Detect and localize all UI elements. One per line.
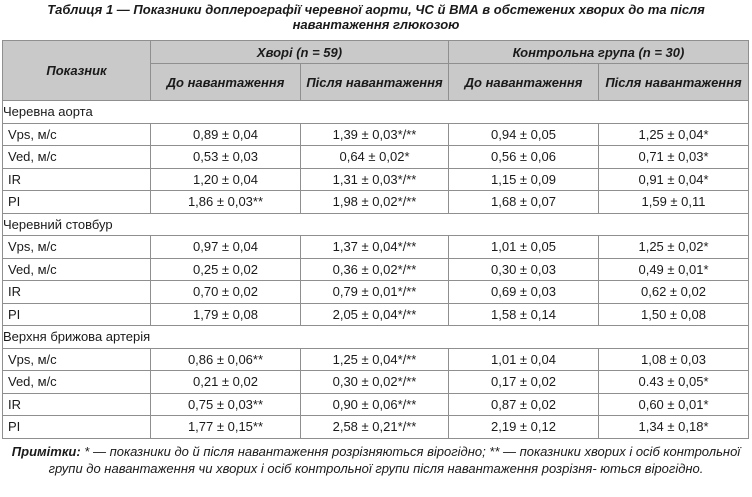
header-control-before: До навантаження — [449, 64, 599, 101]
row-label: Ved, м/с — [3, 258, 151, 281]
cell-control-before: 0,94 ± 0,05 — [449, 123, 599, 146]
cell-control-before: 1,58 ± 0,14 — [449, 303, 599, 326]
cell-patients-after: 0,30 ± 0,02*/** — [301, 371, 449, 394]
row-label: Vps, м/с — [3, 348, 151, 371]
cell-patients-after: 0,90 ± 0,06*/** — [301, 393, 449, 416]
cell-patients-before: 1,20 ± 0,04 — [151, 168, 301, 191]
cell-control-before: 0,56 ± 0,06 — [449, 146, 599, 169]
table-row — [3, 146, 749, 169]
cell-control-after: 0,62 ± 0,02 — [599, 281, 749, 304]
doppler-table — [2, 40, 749, 439]
caption-line-1: Таблиця 1 — Показники доплерографії черевної аорти, ЧС й ВМА в обстежених хворих до та після — [47, 2, 705, 17]
cell-patients-after: 1,39 ± 0,03*/** — [301, 123, 449, 146]
cell-control-before: 2,19 ± 0,12 — [449, 416, 599, 439]
table-row — [3, 168, 749, 191]
table-row — [3, 258, 749, 281]
cell-control-after: 0,60 ± 0,01* — [599, 393, 749, 416]
table-row — [3, 416, 749, 439]
cell-patients-before: 0,75 ± 0,03** — [151, 393, 301, 416]
notes-label: Примітки: — [11, 444, 81, 459]
row-label: IR — [3, 168, 151, 191]
table-row — [3, 123, 749, 146]
cell-patients-before: 0,21 ± 0,02 — [151, 371, 301, 394]
row-label: IR — [3, 393, 151, 416]
section-row — [3, 101, 749, 124]
section-row — [3, 326, 749, 349]
cell-patients-after: 1,37 ± 0,04*/** — [301, 236, 449, 259]
row-label: Ved, м/с — [3, 371, 151, 394]
cell-patients-after: 0,64 ± 0,02* — [301, 146, 449, 169]
table-caption — [0, 2, 752, 32]
table-row — [3, 303, 749, 326]
header-indicator: Показник — [3, 41, 151, 101]
cell-patients-before: 1,86 ± 0,03** — [151, 191, 301, 214]
cell-control-after: 1,50 ± 0,08 — [599, 303, 749, 326]
row-label: IR — [3, 281, 151, 304]
cell-patients-before: 0,53 ± 0,03 — [151, 146, 301, 169]
cell-control-after: 0,71 ± 0,03* — [599, 146, 749, 169]
row-label: Vps, м/с — [3, 236, 151, 259]
table-row — [3, 371, 749, 394]
table-row — [3, 236, 749, 259]
header-patients: Хворі (n = 59) — [151, 41, 449, 64]
cell-patients-after: 2,58 ± 0,21*/** — [301, 416, 449, 439]
cell-control-before: 0,17 ± 0,02 — [449, 371, 599, 394]
row-label: PI — [3, 416, 151, 439]
section-row — [3, 213, 749, 236]
cell-control-after: 1,34 ± 0,18* — [599, 416, 749, 439]
cell-control-before: 0,69 ± 0,03 — [449, 281, 599, 304]
table-notes — [2, 443, 750, 477]
cell-control-after: 1,25 ± 0,04* — [599, 123, 749, 146]
cell-patients-after: 1,31 ± 0,03*/** — [301, 168, 449, 191]
header-control: Контрольна група (n = 30) — [449, 41, 749, 64]
cell-control-before: 1,68 ± 0,07 — [449, 191, 599, 214]
cell-control-before: 0,87 ± 0,02 — [449, 393, 599, 416]
cell-patients-before: 0,97 ± 0,04 — [151, 236, 301, 259]
cell-patients-before: 0,86 ± 0,06** — [151, 348, 301, 371]
cell-patients-before: 1,79 ± 0,08 — [151, 303, 301, 326]
cell-patients-after: 0,36 ± 0,02*/** — [301, 258, 449, 281]
cell-control-after: 0.43 ± 0,05* — [599, 371, 749, 394]
table-row — [3, 281, 749, 304]
cell-control-after: 0,91 ± 0,04* — [599, 168, 749, 191]
cell-patients-before: 0,25 ± 0,02 — [151, 258, 301, 281]
table-row — [3, 393, 749, 416]
cell-control-after: 1,59 ± 0,11 — [599, 191, 749, 214]
cell-patients-after: 1,98 ± 0,02*/** — [301, 191, 449, 214]
cell-patients-after: 0,79 ± 0,01*/** — [301, 281, 449, 304]
row-label: PI — [3, 303, 151, 326]
cell-control-before: 1,15 ± 0,09 — [449, 168, 599, 191]
row-label: Vps, м/с — [3, 123, 151, 146]
cell-control-after: 1,08 ± 0,03 — [599, 348, 749, 371]
cell-control-before: 1,01 ± 0,04 — [449, 348, 599, 371]
cell-patients-before: 1,77 ± 0,15** — [151, 416, 301, 439]
cell-patients-before: 0,70 ± 0,02 — [151, 281, 301, 304]
table-row — [3, 191, 749, 214]
cell-control-before: 0,30 ± 0,03 — [449, 258, 599, 281]
cell-patients-before: 0,89 ± 0,04 — [151, 123, 301, 146]
table-row — [3, 348, 749, 371]
row-label: PI — [3, 191, 151, 214]
header-patients-before: До навантаження — [151, 64, 301, 101]
section-title: Черевна аорта — [3, 101, 749, 124]
cell-control-before: 1,01 ± 0,05 — [449, 236, 599, 259]
header-patients-after: Після навантаження — [301, 64, 449, 101]
cell-patients-after: 2,05 ± 0,04*/** — [301, 303, 449, 326]
header-control-after: Після навантаження — [599, 64, 749, 101]
cell-patients-after: 1,25 ± 0,04*/** — [301, 348, 449, 371]
caption-line-2: навантаження глюкозою — [292, 17, 460, 32]
notes-text: * — показники до й після навантаження розрізняються вірогідно; ** — показники хворих і осіб контрольної групи до навантаження чи хворих і осіб контрольної групи після навантаження розрізня- ються вірогідно. — [48, 444, 741, 476]
cell-control-after: 0,49 ± 0,01* — [599, 258, 749, 281]
row-label: Ved, м/с — [3, 146, 151, 169]
cell-control-after: 1,25 ± 0,02* — [599, 236, 749, 259]
section-title: Верхня брижова артерія — [3, 326, 749, 349]
section-title: Черевний стовбур — [3, 213, 749, 236]
